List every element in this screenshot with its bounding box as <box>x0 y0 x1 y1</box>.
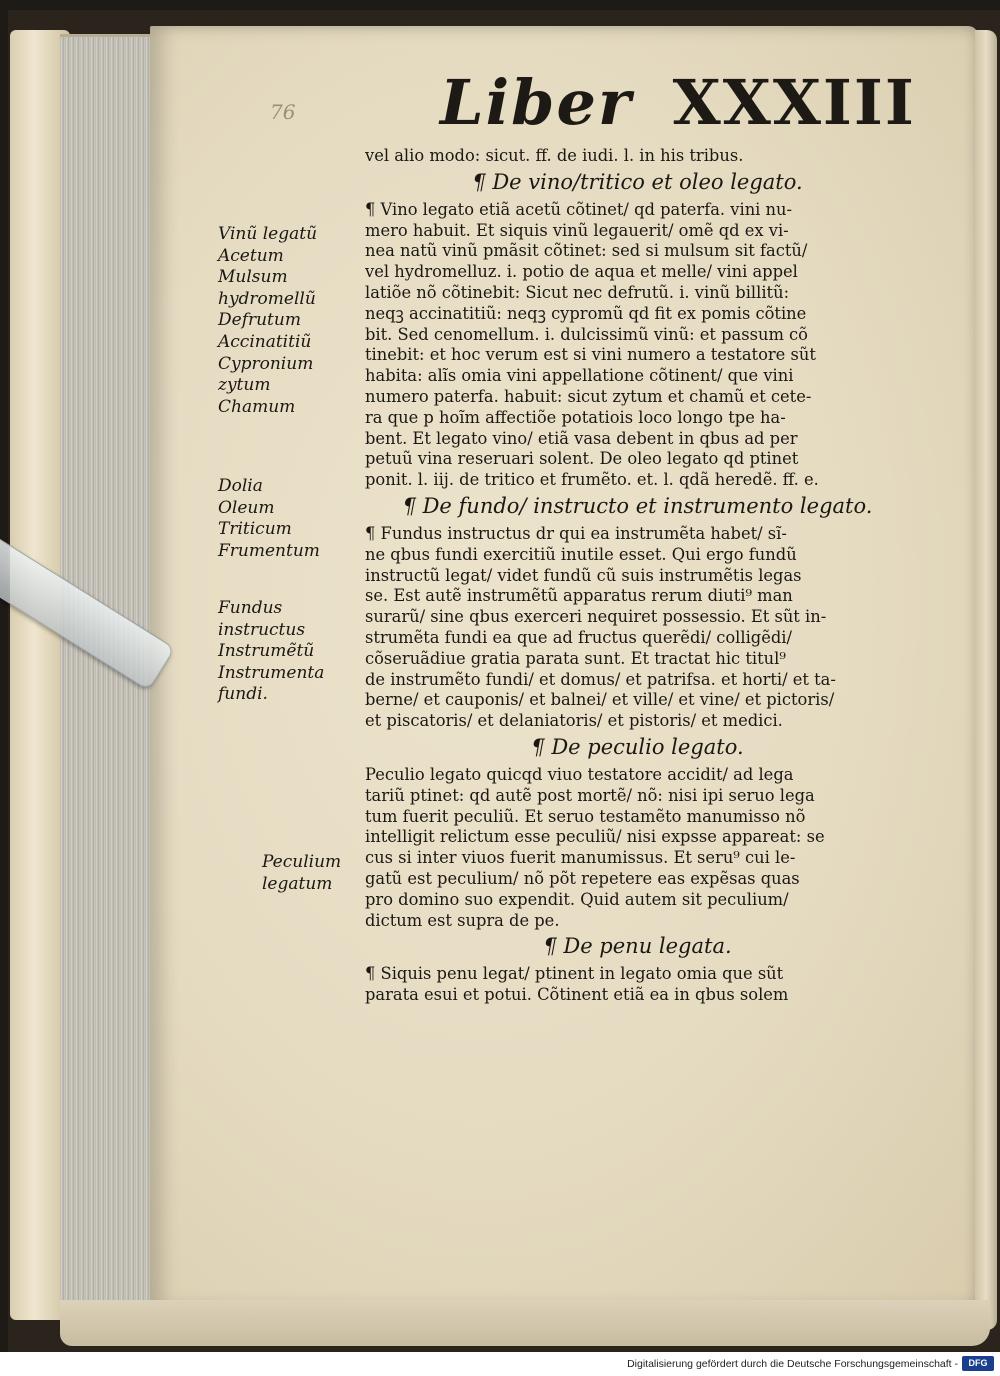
margin-note: Mulsum <box>218 267 288 288</box>
text-line: strumẽta fundi ea que ad fructus querẽdi/ colligẽdi/ <box>365 627 792 647</box>
running-head-word: Liber <box>440 66 633 139</box>
text-line: surarũ/ sine qbus exerceri nequiret possessio. Et sũt in- <box>365 607 827 627</box>
text-line: bit. Sed cenomellum. i. dulcissimũ vinũ: et passum cõ <box>365 324 808 344</box>
text-line: ra que p hoĩm affectiõe potatiois loco longo tpe ha- <box>365 407 786 427</box>
margin-notes-oil <box>218 476 368 562</box>
margin-note: Frumentum <box>218 540 320 561</box>
margin-note: instructus <box>218 619 306 640</box>
text-line: gatũ est peculium/ nõ põt repetere eas expẽsas quas <box>365 868 800 888</box>
section-heading-penu: ¶ De penu legata. <box>543 934 732 959</box>
text-line: de instrumẽto fundi/ et domus/ et patrifsa. et horti/ et ta- <box>365 669 836 689</box>
text-line: pro domino suo expendit. Quid autem sit peculium/ <box>365 889 789 909</box>
text-line: latiõe nõ cõtinebit: Sicut nec defrutũ. i. vinũ billitũ: <box>365 282 790 302</box>
text-line: tariũ ptinet: qd autẽ post mortẽ/ nõ: nisi ipi seruo lega <box>365 785 815 805</box>
text-line: se. Est autẽ instrumẽtũ apparatus rerum diuti⁹ man <box>365 586 793 606</box>
text-line: numero paterfa. habuit: sicut zytum et chamũ et cete- <box>365 386 812 406</box>
margin-note: legatum <box>262 873 333 894</box>
intro-line: vel alio modo: sicut. ff. de iudi. l. in his tribus. <box>365 146 744 165</box>
margin-note: Fundus <box>218 598 283 618</box>
text-line: berne/ et cauponis/ et balnei/ et ville/ et vine/ et pictoris/ <box>365 690 835 710</box>
margin-note: zytum <box>218 375 271 396</box>
section-body-peculio <box>365 765 910 931</box>
margin-notes-wine <box>218 224 368 418</box>
margin-note: Accinatitiũ <box>218 331 312 352</box>
margin-note: Instrumẽtũ <box>218 641 315 662</box>
margin-note: Instrumenta <box>218 662 325 683</box>
text-line: neqꝫ accinatitiũ: neqꝫ cypromũ qd fit ex pomis cõtine <box>365 303 807 323</box>
margin-note: Peculium <box>262 852 342 872</box>
margin-notes-peculium <box>262 852 412 895</box>
text-line: ponit. l. iij. de tritico et frumẽto. et. l. qdã heredẽ. ff. e. <box>365 470 819 490</box>
section-body-vino <box>365 200 910 491</box>
margin-note: Triticum <box>218 519 292 540</box>
text-line: dictum est supra de pe. <box>365 910 560 930</box>
section-heading-peculio: ¶ De peculio legato. <box>531 734 744 759</box>
margin-note: fundi. <box>218 684 268 705</box>
margin-notes-fundus <box>218 598 368 706</box>
running-head-number: XXXIII <box>672 66 916 139</box>
margin-note: Oleum <box>218 497 275 518</box>
margin-note: hydromellũ <box>218 288 316 309</box>
margin-note: Acetum <box>218 245 284 266</box>
text-line: cus si inter viuos fuerit manumissus. Et seru⁹ cui le- <box>365 848 796 868</box>
text-line: ¶ Siquis penu legat/ ptinent in legato omia que sũt <box>365 964 784 984</box>
text-line: intelligit relictum esse peculiũ/ nisi expsse appareat: se <box>365 827 825 847</box>
text-line: bent. Et legato vino/ etiã vasa debent in qbus ad per <box>365 428 798 448</box>
section-heading-fundo: ¶ De fundo/ instructo et instrumento legato. <box>402 493 873 518</box>
page-curl-bottom <box>60 1300 990 1346</box>
folio-mark: 76 <box>270 100 296 124</box>
section-heading-vino: ¶ De vino/tritico et oleo legato. <box>472 169 803 194</box>
text-line: nea natũ vinũ pmãsit cõtinet: sed si mulsum sit factũ/ <box>365 241 808 261</box>
text-line: instructũ legat/ videt fundũ cũ suis instrumẽtis legas <box>365 565 802 585</box>
margin-note: Cypronium <box>218 353 314 374</box>
text-line: cõseruãdiue gratia parata sunt. Et tractat hic titul⁹ <box>365 648 786 668</box>
text-line: ¶ Fundus instructus dr qui ea instrumẽta habet/ sĩ- <box>365 523 787 543</box>
text-line: petuũ vina reseruari solent. De oleo legato qd ptinet <box>365 449 799 469</box>
text-line: parata esui et potui. Cõtinent etiã ea in qbus solem <box>365 985 789 1005</box>
footer-bar <box>0 1352 1000 1376</box>
text-line: habita: alĩs omia vini appellatione cõtinent/ que vini <box>365 366 794 386</box>
text-line: tinebit: et hoc verum est si vini numero a testatore sũt <box>365 345 816 365</box>
margin-note: Chamum <box>218 396 296 417</box>
text-line: tum fuerit peculiũ. Et seruo testamẽto manumisso nõ <box>365 806 806 826</box>
text-line: vel hydromelluz. i. potio de aqua et melle/ vini appel <box>365 262 798 282</box>
text-line: ne qbus fundi exercitiũ inutile esset. Qui ergo fundũ <box>365 544 797 564</box>
main-text-column <box>365 146 910 1006</box>
margin-note: Dolia <box>218 476 263 496</box>
dfg-logo: DFG <box>962 1356 994 1371</box>
text-line: et piscatoris/ et delaniatoris/ et pistoris/ et medici. <box>365 711 783 731</box>
text-line: Peculio legato quicqd viuo testatore accidit/ ad lega <box>365 764 794 784</box>
section-body-penu <box>365 964 910 1006</box>
footer-credit-text: Digitalisierung gefördert durch die Deutsche Forschungsgemeinschaft - <box>627 1358 958 1370</box>
text-line: ¶ Vino legato etiã acetũ cõtinet/ qd paterfa. vini nu- <box>365 199 793 219</box>
margin-note: Vinũ legatũ <box>218 224 318 244</box>
running-head <box>440 66 916 139</box>
page-curl-right <box>975 30 997 1330</box>
section-body-fundo <box>365 524 910 732</box>
text-line: mero habuit. Et siquis vinũ legauerit/ omẽ qd ex vi- <box>365 220 789 240</box>
margin-note: Defrutum <box>218 310 301 331</box>
